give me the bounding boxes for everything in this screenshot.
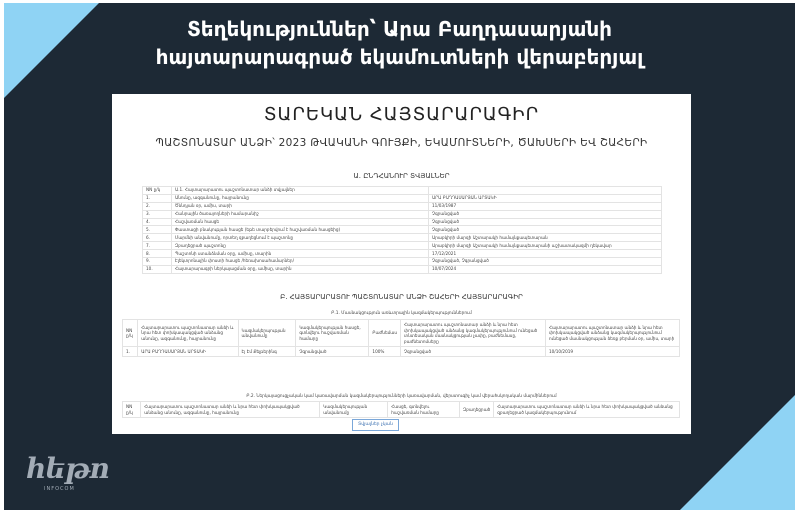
row-value: 10/07/2024 bbox=[429, 265, 662, 273]
header-label: Ա.1. Հայտարարատու պաշտոնատար անձի տվյալներ bbox=[172, 187, 429, 195]
row-label: Փաստացի բնակության հասցե (եթե տարբերվում է հաշվառման հասցեից) bbox=[172, 226, 429, 234]
section-b1-title: Բ.1. Մասնակցություն առևտրային կազմակերպություններում bbox=[331, 311, 472, 316]
table-cell: 10/10/2019 bbox=[545, 347, 679, 357]
hetq-logo-subtext: INFOCOM bbox=[44, 486, 75, 492]
column-header: Զբաղեցրած bbox=[460, 402, 494, 418]
row-num: 1. bbox=[143, 194, 172, 202]
column-header: Կազմակերպության անվանումը bbox=[238, 320, 296, 347]
column-header: Հայտարարատու պաշտոնատար անձի և նրա հետ փոխկապակցված անձանց անունը, ազգանունը, հայրանունը bbox=[141, 402, 320, 418]
row-label: Մարմնի անվանումը, որտեղ զբաղեցնում է պաշտոնը bbox=[172, 234, 429, 242]
screen-frame bbox=[4, 3, 795, 510]
row-label: Հաշվառման հասցե bbox=[172, 218, 429, 226]
row-value: Չգրանցված, Չգրանցված bbox=[429, 258, 662, 266]
table-row bbox=[143, 265, 662, 273]
row-label: Հայտարարագրի ներկայացման օրը, ամիսը, տարին bbox=[172, 265, 429, 273]
row-num: 3. bbox=[143, 210, 172, 218]
row-num: 2. bbox=[143, 202, 172, 210]
table-row bbox=[143, 226, 662, 234]
document-title: ՏԱՐԵԿԱՆ ՀԱՅՏԱՐԱՐԱԳԻՐ bbox=[263, 104, 540, 125]
row-label: Պաշտոնի ստանձնման օրը, ամիսը, տարին bbox=[172, 250, 429, 258]
row-value: 11/03/1987 bbox=[429, 202, 662, 210]
hetq-logo: hեթո bbox=[26, 452, 109, 485]
table-row bbox=[143, 202, 662, 210]
general-info-table bbox=[142, 186, 662, 274]
declaration-document bbox=[112, 94, 691, 434]
row-label: Հանրային ծառայողների համարանիշ bbox=[172, 210, 429, 218]
table-row bbox=[143, 210, 662, 218]
row-label: Ծննդյան օր, ամիս, տարի bbox=[172, 202, 429, 210]
headline-line-1: Տեղեկություններ՝ Արա Բաղդասարյանի bbox=[186, 17, 613, 41]
column-header: Հայտարարատու պաշտոնատար անձի և նրա հետ փոխկապակցված անձանց կազմակերպությունում ունեցած մասնակցության ձեռք բերման օր, ամիս, տարի bbox=[545, 320, 679, 347]
section-a-title: Ա. ԸՆԴՀԱՆՈՒՐ ՏՎՅԱԼՆԵՐ bbox=[353, 172, 450, 180]
row-num: 10. bbox=[143, 265, 172, 273]
section-b-title: Բ. ՀԱՅՏԱՐԱՐԱՏՈՒ ՊԱՇՏՈՆԱՏԱՐ ԱՆՁԻ ՇԱՀԵՐԻ ՀԱՅՏԱՐԱՐԱԳԻՐ bbox=[280, 293, 523, 301]
column-header: Հասցե, գտնվելու հաշվառման համարը bbox=[388, 402, 460, 418]
table-row bbox=[143, 242, 662, 250]
table-header-row bbox=[123, 402, 680, 418]
table-row bbox=[143, 250, 662, 258]
document-subtitle: ՊԱՇՏՈՆԱՏԱՐ ԱՆՁԻ՝ 2023 ԹՎԱԿԱՆԻ ԳՈՒՅՔԻ, ԵԿԱՄՈՒՏՆԵՐԻ, ԾԱԽՍԵՐԻ ԵՎ ՇԱՀԵՐԻ bbox=[155, 137, 648, 149]
row-num: 4. bbox=[143, 218, 172, 226]
headline bbox=[4, 15, 795, 71]
row-value: ԱՐԱ ԲԱՂԴԱՍԱՐՅԱՆ ԱՐՏԱԿԻ bbox=[429, 194, 662, 202]
row-value: Արաբկիրի մարզի Աշտարակի համայնքապետարանի աշխատակազմի ղեկավար bbox=[429, 242, 662, 250]
row-label: Էլեկտրոնային փոստի հասցե /հեռախոսահամարներ/ bbox=[172, 258, 429, 266]
row-num: 9. bbox=[143, 258, 172, 266]
column-header: NN ը/կ bbox=[123, 402, 141, 418]
column-header: Հայտարարատու պաշտոնատար անձի և նրա հետ փոխկապակցված անձանց կազմակերպությունում ունեցած տնտեսական մասնակցության չափը, բաժնեմասը, բաժնետոմսերը bbox=[401, 320, 546, 347]
header-num: NN ը/կ bbox=[143, 187, 172, 195]
table-header-row bbox=[123, 320, 680, 347]
column-header: Հայտարարատու պաշտոնատար անձի և նրա հետ փոխկապակցված անձանց զբաղեցրած կազմակերպությունում bbox=[494, 402, 680, 418]
table-row bbox=[143, 218, 662, 226]
row-value: Չգրանցված bbox=[429, 226, 662, 234]
table-cell: Էյ Էմ Քեյթերինգ bbox=[238, 347, 296, 357]
table-row bbox=[143, 194, 662, 202]
row-value: Արաբկիրի մարզի Աշտարակի համայնքապետարան bbox=[429, 234, 662, 242]
table-row bbox=[143, 258, 662, 266]
section-b2-title: Բ.2. Ներկայացուցչական կամ կառավարման կազմակերպությունների կառավարման, վերստուգիչ կամ վերահսկողական մարմիններում bbox=[246, 394, 557, 399]
table-row bbox=[123, 347, 680, 357]
table-row bbox=[143, 234, 662, 242]
table-cell: ԱՐԱ ԲԱՂԴԱՍԱՐՅԱՆ ԱՐՏԱԿԻ bbox=[138, 347, 238, 357]
no-data-label: Տվյալներ չկան bbox=[352, 419, 399, 431]
table-cell: Չգրանցված bbox=[401, 347, 546, 357]
headline-line-2: հայտարարագրած եկամուտների վերաբերյալ bbox=[155, 45, 644, 69]
column-header: Բաժնեմաս bbox=[369, 320, 401, 347]
row-num: 6. bbox=[143, 234, 172, 242]
table-cell: 1. bbox=[123, 347, 138, 357]
decor-triangle-bottom-right bbox=[680, 395, 795, 510]
column-header: Կազմակերպության անվանումը bbox=[320, 402, 388, 418]
row-value: 17/12/2021 bbox=[429, 250, 662, 258]
management-bodies-table bbox=[122, 401, 680, 418]
table-header-row bbox=[143, 187, 662, 195]
header-value bbox=[429, 187, 662, 195]
table-cell: 100% bbox=[369, 347, 401, 357]
row-num: 5. bbox=[143, 226, 172, 234]
row-value: Չգրանցված bbox=[429, 210, 662, 218]
row-num: 8. bbox=[143, 250, 172, 258]
row-label: Զբաղեցրած պաշտոնը bbox=[172, 242, 429, 250]
participation-table bbox=[122, 319, 680, 357]
column-header: Հայտարարատու պաշտոնատար անձի և նրա հետ փոխկապակցված անձանց անունը, ազգանունը, հայրանունը bbox=[138, 320, 238, 347]
row-value: Չգրանցված bbox=[429, 218, 662, 226]
column-header: NN ը/կ bbox=[123, 320, 138, 347]
column-header: Կազմակերպության հասցե, գտնվելու հաշվառման համարը bbox=[296, 320, 369, 347]
row-label: Անունը, ազգանունը, հայրանունը bbox=[172, 194, 429, 202]
table-cell: Չգրանցված bbox=[296, 347, 369, 357]
row-num: 7. bbox=[143, 242, 172, 250]
